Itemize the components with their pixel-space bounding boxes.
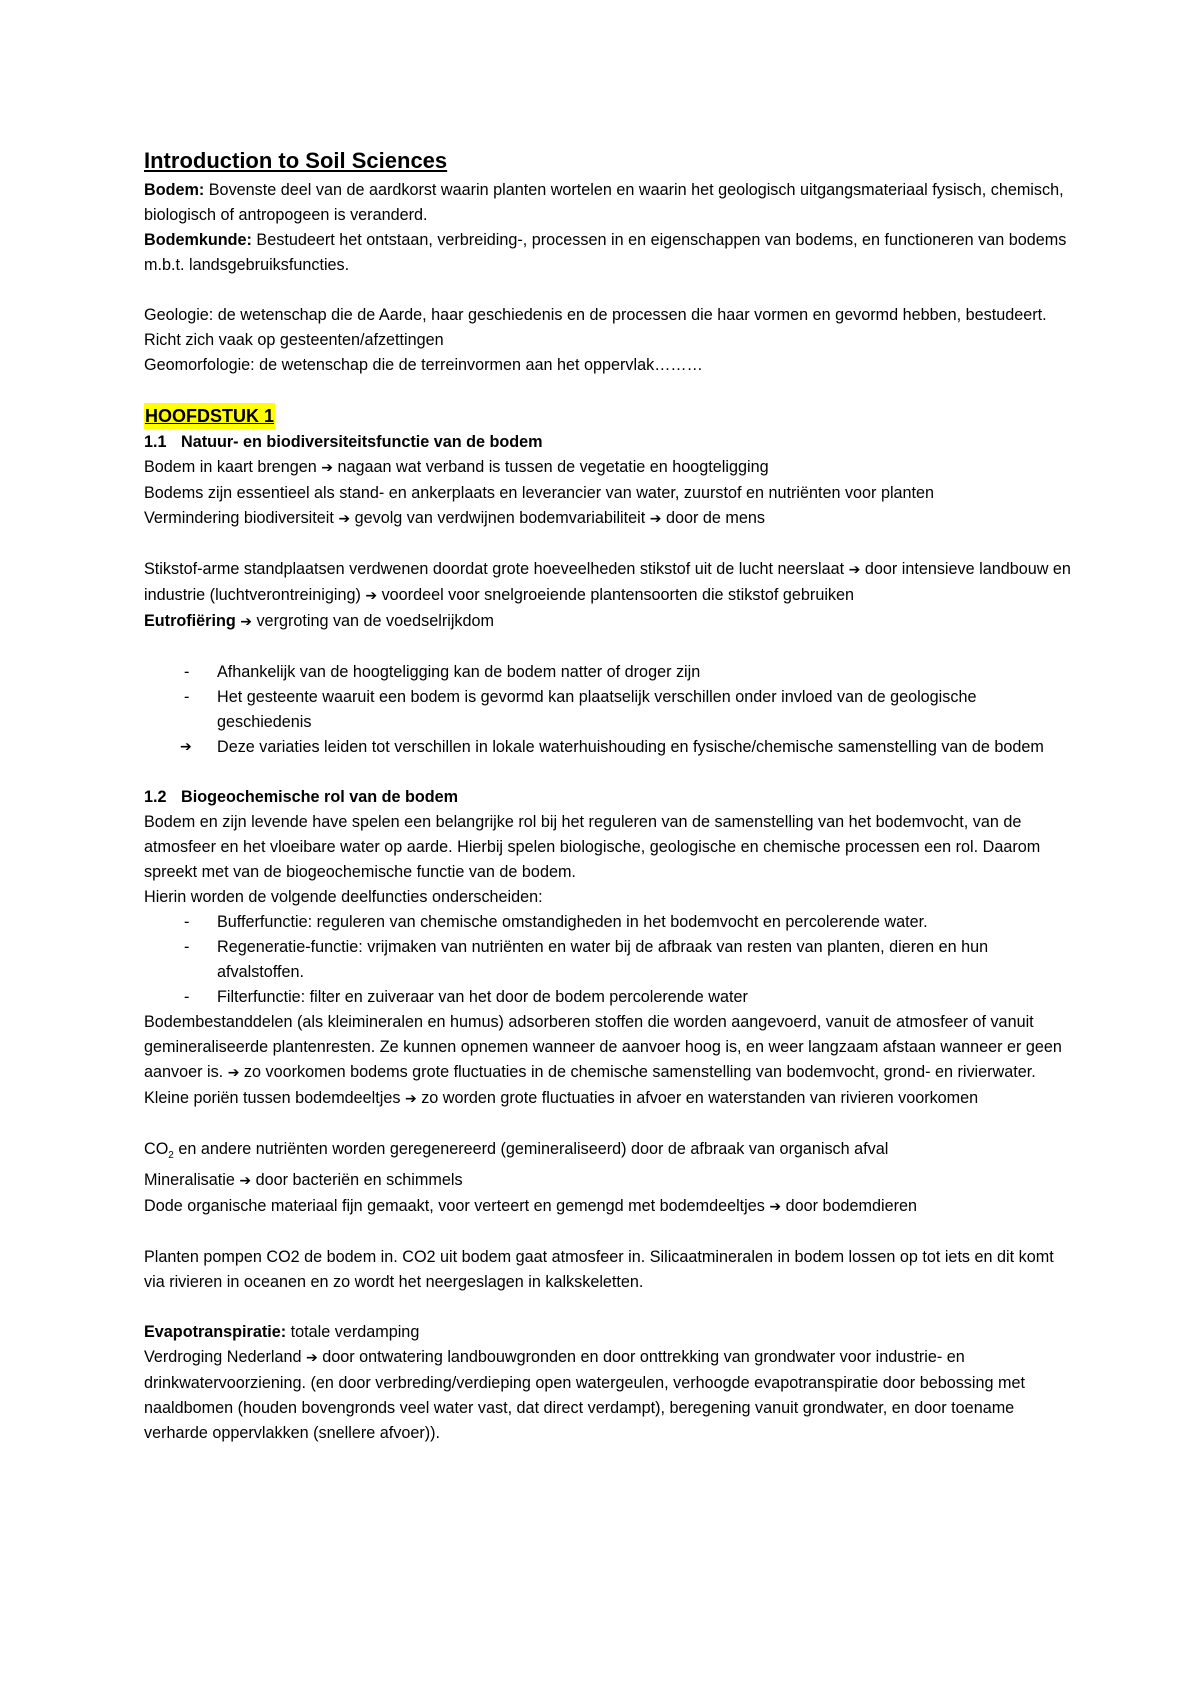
spacer xyxy=(144,278,1074,303)
paragraph-line xyxy=(144,455,1074,481)
section-title: Natuur- en biodiversiteitsfunctie van de bodem xyxy=(181,433,543,451)
list-item xyxy=(144,910,1074,935)
paragraph-deelfuncties: Hierin worden de volgende deelfuncties onderscheiden: xyxy=(144,888,543,906)
paragraph-biogeochemisch: Bodem en zijn levende have spelen een belangrijke rol bij het reguleren van de samenstelling van het bodemvocht, van de atmosfeer en het vloeibare water op aarde. Hierbij spelen biologische, geologische en chemische processen een rol. Daarom spreekt met van de biogeochemische functie van de bodem. xyxy=(144,813,1041,881)
paragraph-evapotranspiratie xyxy=(144,1320,1074,1345)
text-run: Bodembestanddelen (als kleimineralen en humus) adsorberen stoffen die worden aangevoerd, vanuit de atmosfeer of vanuit gemineraliseerde plantenresten. Ze kunnen opnemen wanneer de aanvoer hoog is, en weer langzaam afstaan wanneer er geen aanvoer is. xyxy=(144,1013,1062,1081)
list-item xyxy=(144,685,1074,735)
text-run: zo voorkomen bodems grote fluctuaties in de chemische samenstelling van bodemvocht, grond- en rivierwater. xyxy=(239,1063,1036,1081)
definition-geologie: Geologie: de wetenschap die de Aarde, haar geschiedenis en de processen die haar vormen en gevormd hebben, bestudeert. Richt zich vaak op gesteenten/afzettingen xyxy=(144,306,1047,349)
paragraph-eutrofiering xyxy=(144,609,1074,635)
list-item-text: Het gesteente waaruit een bodem is gevormd kan plaatselijk verschillen onder invloed van de geologische geschiedenis xyxy=(217,688,977,731)
text-run: Bodem in kaart brengen xyxy=(144,458,322,476)
term-bodemkunde: Bodemkunde: xyxy=(144,231,252,249)
definition-bodemkunde-text: Bestudeert het ontstaan, verbreiding-, processen in en eigenschappen van bodems, en functioneren van bodems m.b.t. landsgebruiksfuncties. xyxy=(144,231,1067,274)
list-item xyxy=(144,985,1074,1010)
paragraph-co2 xyxy=(144,1137,1074,1168)
text-run: zo worden grote fluctuaties in afvoer en waterstanden van rivieren voorkomen xyxy=(416,1089,979,1107)
paragraph-planten: Planten pompen CO2 de bodem in. CO2 uit bodem gaat atmosfeer in. Silicaatmineralen in bodem lossen op tot iets en dit komt via rivieren in oceanen en zo wordt het neergeslagen in kalkskeletten. xyxy=(144,1248,1054,1292)
definition-bodem xyxy=(144,178,1074,228)
list-item xyxy=(144,735,1074,760)
arrow-icon: ➔ xyxy=(239,1173,252,1190)
list-item-text: Afhankelijk van de hoogteligging kan de bodem natter of droger zijn xyxy=(217,663,701,681)
paragraph-line xyxy=(144,506,1074,532)
spacer xyxy=(144,532,1074,557)
paragraph-mineralisatie xyxy=(144,1168,1074,1194)
paragraph-verdroging xyxy=(144,1345,1074,1446)
list-item-text: Bufferfunctie: reguleren van chemische omstandigheden in het bodemvocht en percolerende water. xyxy=(217,913,928,931)
definition-bodemkunde xyxy=(144,228,1074,278)
text-run: nagaan wat verband is tussen de vegetatie en hoogteligging xyxy=(333,458,769,476)
text-run: door ontwatering landbouwgronden en door onttrekking van grondwater voor industrie- en drinkwatervoorziening. (en door verbreding/verdieping open watergeulen, verhoogde evapotranspiratie door bebossing met naaldbomen (houden bovengronds veel water vast, dat direct verdampt), beregening vanuit grondwater, en door toename verharde oppervlakken (snellere afvoer)). xyxy=(144,1348,1025,1443)
arrow-icon: ➔ xyxy=(365,588,378,604)
arrow-icon: ➔ xyxy=(338,511,351,527)
arrow-icon: ➔ xyxy=(404,1091,417,1107)
dash-marker: - xyxy=(184,688,190,706)
paragraph-bodembestanddelen xyxy=(144,1010,1074,1086)
section-number: 1.1 xyxy=(144,433,167,451)
text-run: Kleine poriën tussen bodemdeeltjes xyxy=(144,1089,405,1107)
arrow-icon: ➔ xyxy=(649,511,662,527)
section-title: Biogeochemische rol van de bodem xyxy=(181,788,459,806)
term-eutrofiering: Eutrofiëring xyxy=(144,612,236,630)
text-run: door intensieve landbouw en industrie (luchtverontreiniging) xyxy=(144,560,1071,604)
spacer xyxy=(144,1220,1074,1245)
list-item-text: Regeneratie-functie: vrijmaken van nutriënten en water bij de afbraak van resten van planten, dieren en hun afvalstoffen. xyxy=(217,938,989,981)
text-run: Stikstof-arme standplaatsen verdwenen doordat grote hoeveelheden stikstof uit de lucht neerslaat xyxy=(144,560,849,578)
text-run: totale verdamping xyxy=(286,1323,420,1342)
text-run: vergroting van de voedselrijkdom xyxy=(251,612,495,630)
arrow-icon: ➔ xyxy=(227,1065,240,1081)
document-body xyxy=(144,146,1074,1446)
spacer xyxy=(144,760,1074,785)
text-run: voordeel voor snelgroeiende plantensoorten die stikstof gebruiken xyxy=(377,586,855,604)
subscript: 2 xyxy=(168,1150,174,1162)
term-bodem: Bodem: xyxy=(144,181,205,199)
bullet-list xyxy=(144,910,1074,1010)
text-run: Verdroging Nederland xyxy=(144,1348,306,1367)
section-heading-1-2 xyxy=(144,785,1074,810)
list-item-text: Deze variaties leiden tot verschillen in lokale waterhuishouding en fysische/chemische samenstelling van de bodem xyxy=(217,738,1044,756)
paragraph-porien xyxy=(144,1086,1074,1112)
text-run: Mineralisatie xyxy=(144,1171,240,1190)
section-number: 1.2 xyxy=(144,788,167,806)
text-run: Dode organische materiaal fijn gemaakt, voor verteert en gemengd met bodemdeeltjes xyxy=(144,1197,770,1216)
text-run: CO xyxy=(144,1140,169,1158)
arrow-icon: ➔ xyxy=(240,614,252,630)
term-evapotranspiratie: Evapotranspiratie: xyxy=(144,1323,287,1342)
text-run: door bodemdieren xyxy=(781,1197,917,1216)
arrow-icon: ➔ xyxy=(306,1350,318,1367)
spacer xyxy=(144,378,1074,403)
list-item xyxy=(144,660,1074,685)
text-run: en andere nutriënten worden geregenereerd (gemineraliseerd) door de afbraak van organisch afval xyxy=(173,1140,889,1158)
arrow-icon: ➔ xyxy=(180,739,192,755)
dash-marker: - xyxy=(184,663,190,681)
definition-bodem-text: Bovenste deel van de aardkorst waarin planten wortelen en waarin het geologisch uitgangsmateriaal fysisch, chemisch, biologisch of antropogeen is veranderd. xyxy=(144,181,1064,224)
text-run: door bacteriën en schimmels xyxy=(251,1171,463,1190)
paragraph-dode-organisch xyxy=(144,1194,1074,1220)
text-run: Vermindering biodiversiteit xyxy=(144,509,339,527)
list-item-text: Filterfunctie: filter en zuiveraar van het door de bodem percolerende water xyxy=(217,988,748,1006)
text-run: door de mens xyxy=(661,509,765,527)
chapter-heading-wrap xyxy=(144,403,1074,430)
arrow-icon: ➔ xyxy=(769,1199,782,1216)
dash-marker: - xyxy=(184,988,190,1006)
arrow-icon: ➔ xyxy=(321,460,334,476)
bullet-list xyxy=(144,660,1074,760)
list-item xyxy=(144,935,1074,985)
definition-geomorfologie: Geomorfologie: de wetenschap die de terreinvormen aan het oppervlak……… xyxy=(144,356,703,374)
arrow-icon: ➔ xyxy=(848,562,861,578)
dash-marker: - xyxy=(184,938,190,956)
dash-marker: - xyxy=(184,913,190,931)
section-heading-1-1 xyxy=(144,430,1074,455)
spacer xyxy=(144,635,1074,660)
chapter-heading: HOOFDSTUK 1 xyxy=(144,403,275,429)
spacer xyxy=(144,1112,1074,1137)
paragraph-line: Bodems zijn essentieel als stand- en ankerplaats en leverancier van water, zuurstof en nutriënten voor planten xyxy=(144,484,935,502)
text-run: gevolg van verdwijnen bodemvariabiliteit xyxy=(350,509,650,527)
document-title: Introduction to Soil Sciences xyxy=(144,148,448,173)
paragraph-stikstof xyxy=(144,557,1074,609)
spacer xyxy=(144,1295,1074,1320)
